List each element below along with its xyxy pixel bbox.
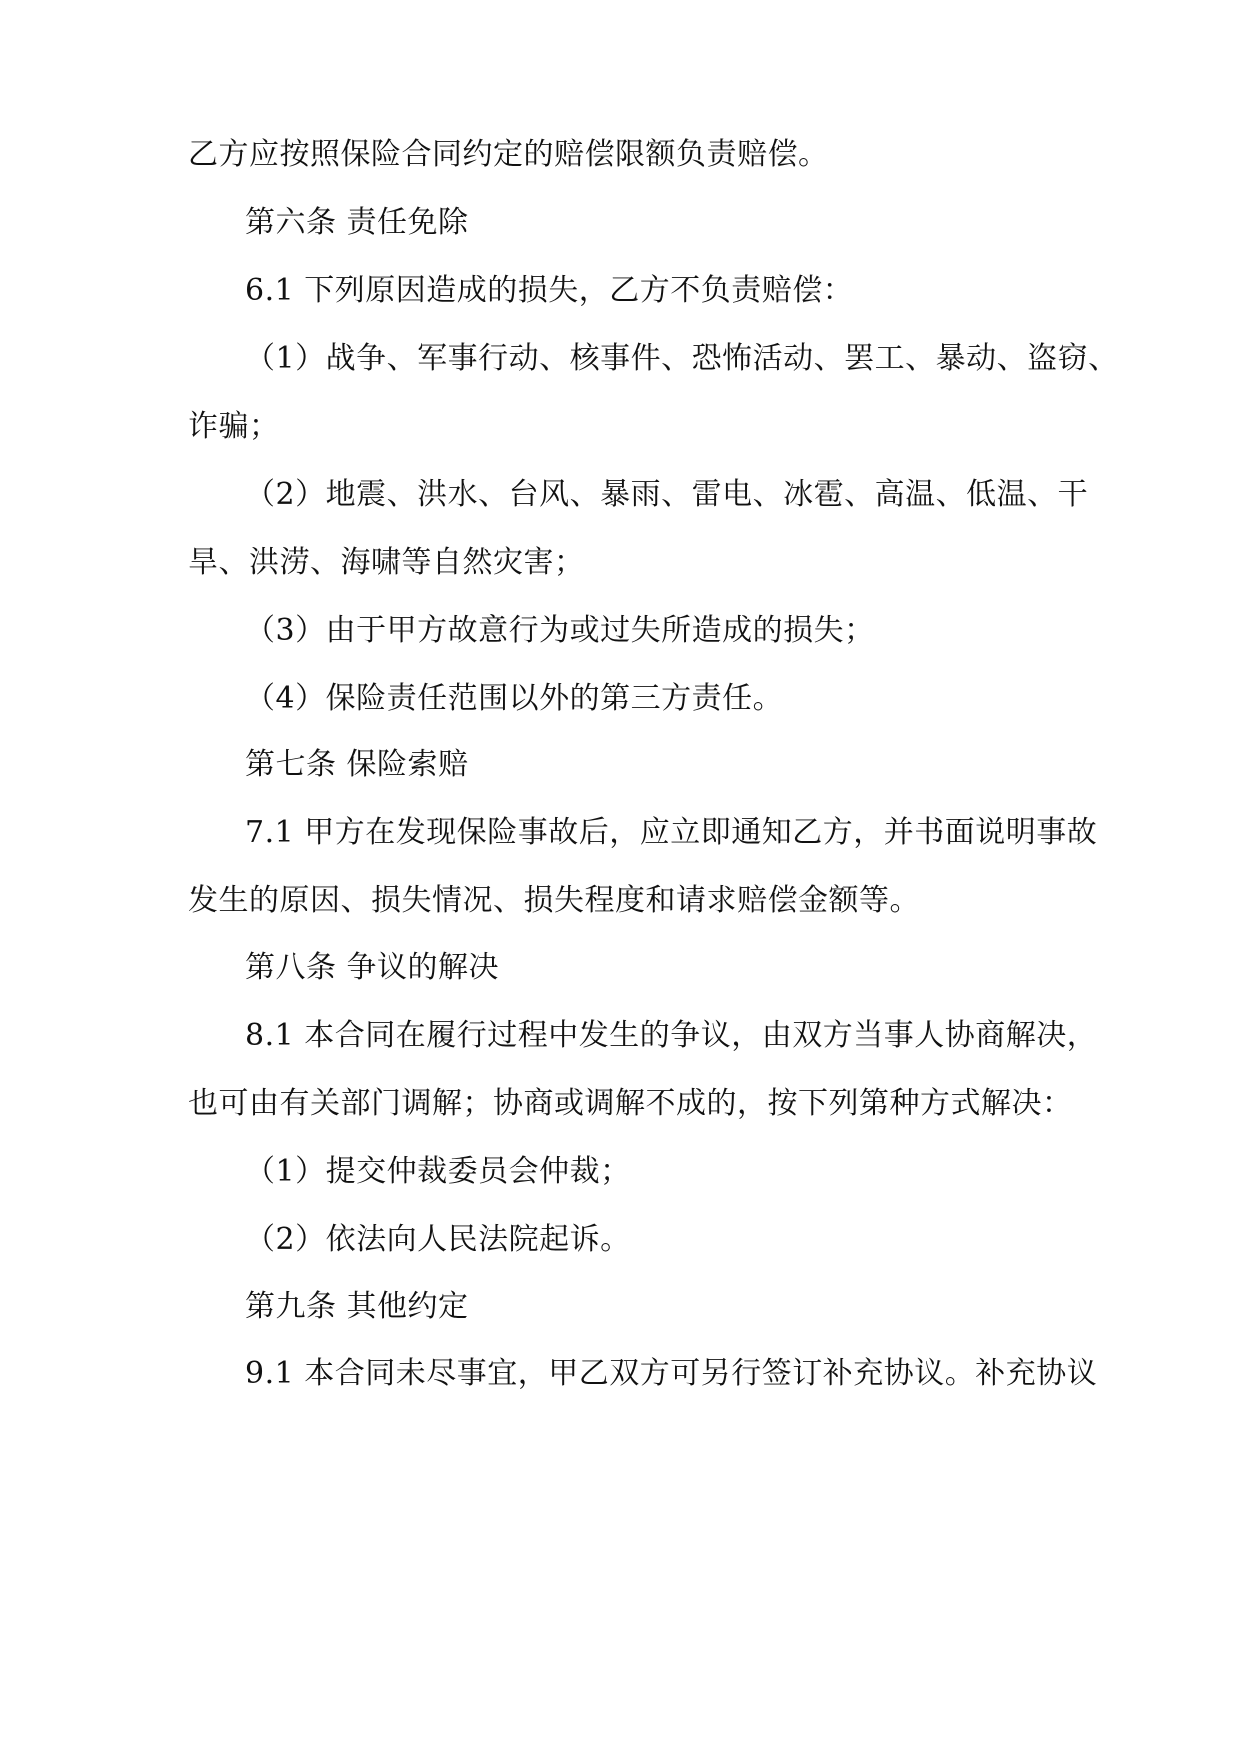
article-9-heading: 第九条 其他约定 [245,1289,469,1324]
clause-8-1-item-1: （1）提交仲裁委员会仲裁； [245,1154,631,1189]
clause-7-1: 7.1 甲方在发现保险事故后，应立即通知乙方，并书面说明事故 [245,815,1098,850]
clause-6-1-item-4: （4）保险责任范围以外的第三方责任。 [245,681,784,716]
clause-7-1-cont: 发生的原因、损失情况、损失程度和请求赔偿金额等。 [188,883,920,918]
clause-6-1-item-3: （3）由于甲方故意行为或过失所造成的损失； [245,613,875,648]
article-7-heading: 第七条 保险索赔 [245,747,469,782]
clause-8-1-cont: 也可由有关部门调解；协商或调解不成的，按下列第种方式解决： [188,1086,1073,1121]
clause-6-1-item-2: （2）地震、洪水、台风、暴雨、雷电、冰雹、高温、低温、干 [245,477,1089,512]
clause-8-1-item-2: （2）依法向人民法院起诉。 [245,1222,631,1257]
article-8-heading: 第八条 争议的解决 [245,950,500,985]
clause-6-1: 6.1 下列原因造成的损失，乙方不负责赔偿： [245,273,854,308]
article-6-heading: 第六条 责任免除 [245,205,469,240]
clause-6-1-item-1: （1）战争、军事行动、核事件、恐怖活动、罢工、暴动、盗窃、 [245,341,1119,376]
clause-9-1: 9.1 本合同未尽事宜，甲乙双方可另行签订补充协议。补充协议 [245,1356,1098,1391]
clause-6-1-item-2-cont: 旱、洪涝、海啸等自然灾害； [188,545,585,580]
text-line-1: 乙方应按照保险合同约定的赔偿限额负责赔偿。 [188,137,829,172]
clause-6-1-item-1-cont: 诈骗； [188,409,280,444]
clause-8-1: 8.1 本合同在履行过程中发生的争议，由双方当事人协商解决， [245,1018,1098,1053]
